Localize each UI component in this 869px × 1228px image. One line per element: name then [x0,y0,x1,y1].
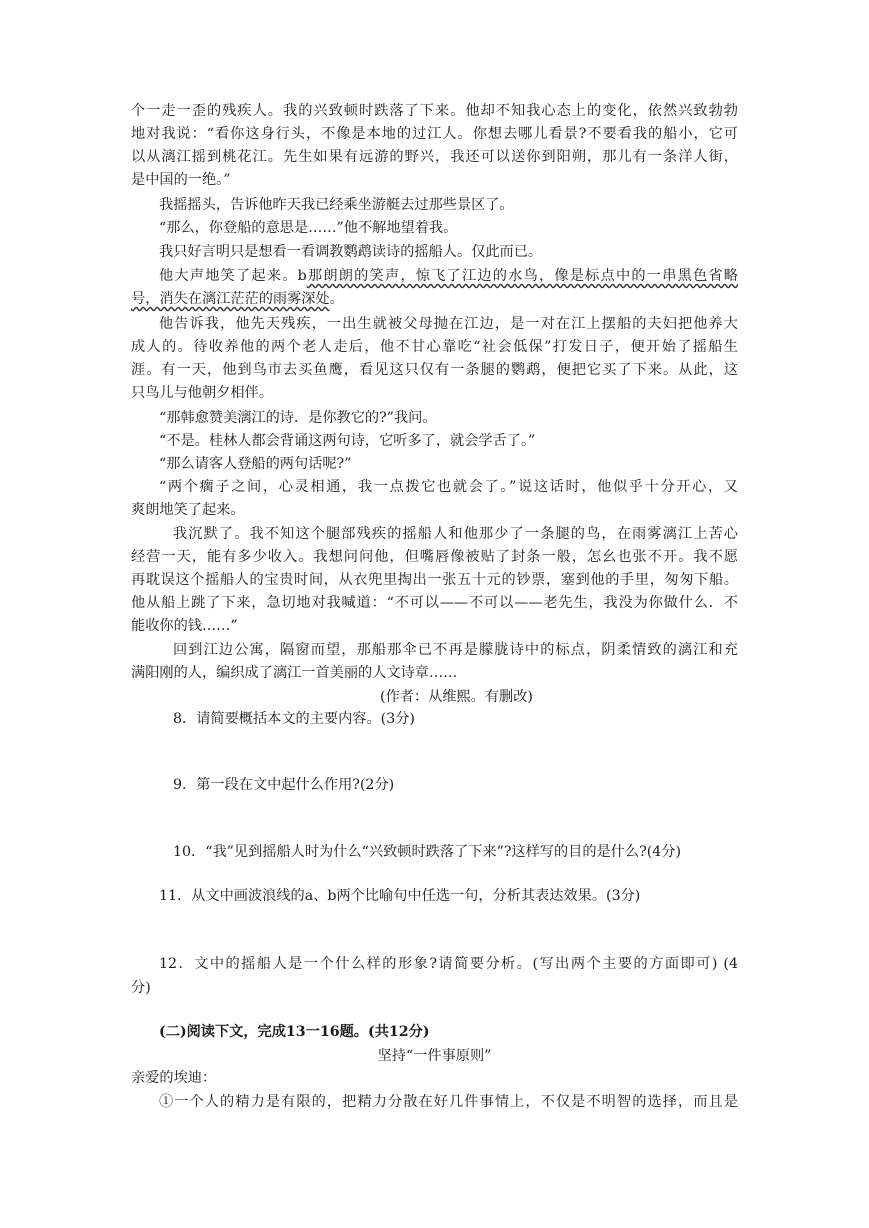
question-12-cont: 分) [131,980,151,996]
text-line: 成人的。待收养他的两个老人走后，他不甘心靠吃“社会低保”打发日子，便开始了摇船生 [131,339,738,355]
text-line: “不是。桂林人都会背诵这两句诗，它听多了，就会学舌了。” [159,433,536,449]
text-line: 我只好言明只是想看一看调教鹦鹉读诗的摇船人。仅此而已。 [159,244,543,260]
text-line: 我沉默了。我不知这个腿部残疾的摇船人和他那少了一条腿的鸟，在雨雾漓江上苦心 [173,526,738,542]
text-line: 只鸟儿与他朝夕相伴。 [131,385,273,401]
text-line: 他告诉我，他先天残疾，一出生就被父母抛在江边，是一对在江上摆船的夫妇把他养大 [159,316,738,332]
text-line: 地对我说：“看你这身行头，不像是本地的过江人。你想去哪儿看景?不要看我的船小，它可 [131,126,738,142]
text-line: “那么请客人登船的两句话呢?” [159,456,352,472]
question-12: 12．文中的摇船人是一个什么样的形象?请简要分析。(写出两个主要的方面即可) (4 [159,956,738,972]
text-line: 爽朗地笑了起来。 [131,502,245,518]
text-line: 以从漓江摇到桃花江。先生如果有远游的野兴，我还可以送你到阳朔，那儿有一条洋人街， [131,149,738,165]
text-run: 他大声地笑了起来。b [159,268,307,284]
paragraph-line: ①一个人的精力是有限的，把精力分散在好几件事情上，不仅是不明智的选择，而且是 [159,1094,738,1110]
article-title: 坚持“一件事原则” [377,1048,492,1064]
section-heading: (二)阅读下文，完成13一16题。(共12分) [159,1024,430,1040]
text-line: 回到江边公寓，隔窗而望，那船那伞已不再是朦胧诗中的标点，阴柔情致的漓江和充 [173,642,738,658]
author-credit: (作者：从维熙。有删改) [380,689,533,705]
question-8: 8．请简要概括本文的主要内容。(3分) [173,711,415,727]
text-run: 。 [329,291,344,307]
metaphor-b-underlined-cont: 号，消失在漓江茫茫的雨雾深处 [131,291,330,307]
metaphor-b-underlined: 那朗朗的笑声，惊飞了江边的水鸟，像是标点中的一串黑色省略 [306,268,738,284]
text-line: 个一走一歪的残疾人。我的兴致顿时跌落了下来。他却不知我心态上的变化，依然兴致勃勃 [131,103,738,119]
text-line: 再耽误这个摇船人的宝贵时间，从衣兜里掏出一张五十元的钞票，塞到他的手里，匆匆下船。 [131,572,738,588]
text-line [159,265,738,287]
question-10: 10．“我”见到摇船人时为什么“兴致顿时跌落了下来”?这样写的目的是什么?(4分) [173,844,682,860]
text-line: 能收你的钱……” [131,618,238,634]
salutation: 亲爱的埃迪： [131,1070,217,1086]
text-line: 涯。有一天，他到鸟市去买鱼鹰，看见这只仅有一条腿的鹦鹉，便把它买了下来。从此，这 [131,362,738,378]
text-line [131,288,738,310]
text-line: 经营一天，能有多少收入。我想问问他，但嘴唇像被贴了封条一般，怎幺也张不开。我不愿 [131,549,738,565]
text-line: “那韩愈赞美漓江的诗．是你教它的?”我问。 [159,410,437,426]
text-line: 满阳刚的人，编织成了漓江一首美丽的人文诗章…… [131,665,458,681]
text-line: “那么，你登船的意思是……”他不解地望着我。 [159,220,458,236]
question-9: 9．第一段在文中起什么作用?(2分) [173,777,395,793]
question-11: 11．从文中画波浪线的a、b两个比喻句中任选一句，分析其表达效果。(3分) [159,888,641,904]
text-line: 我摇摇头，告诉他昨天我已经乘坐游艇去过那些景区了。 [159,197,514,213]
text-line: 是中国的一绝。” [131,172,231,188]
text-line: 他从船上跳了下来，急切地对我喊道：“不可以——不可以——老先生，我没为你做什么．不 [131,595,738,611]
text-line: “两个瘸子之间，心灵相通，我一点拨它也就会了。”说这话时，他似乎十分开心，又 [159,479,738,495]
